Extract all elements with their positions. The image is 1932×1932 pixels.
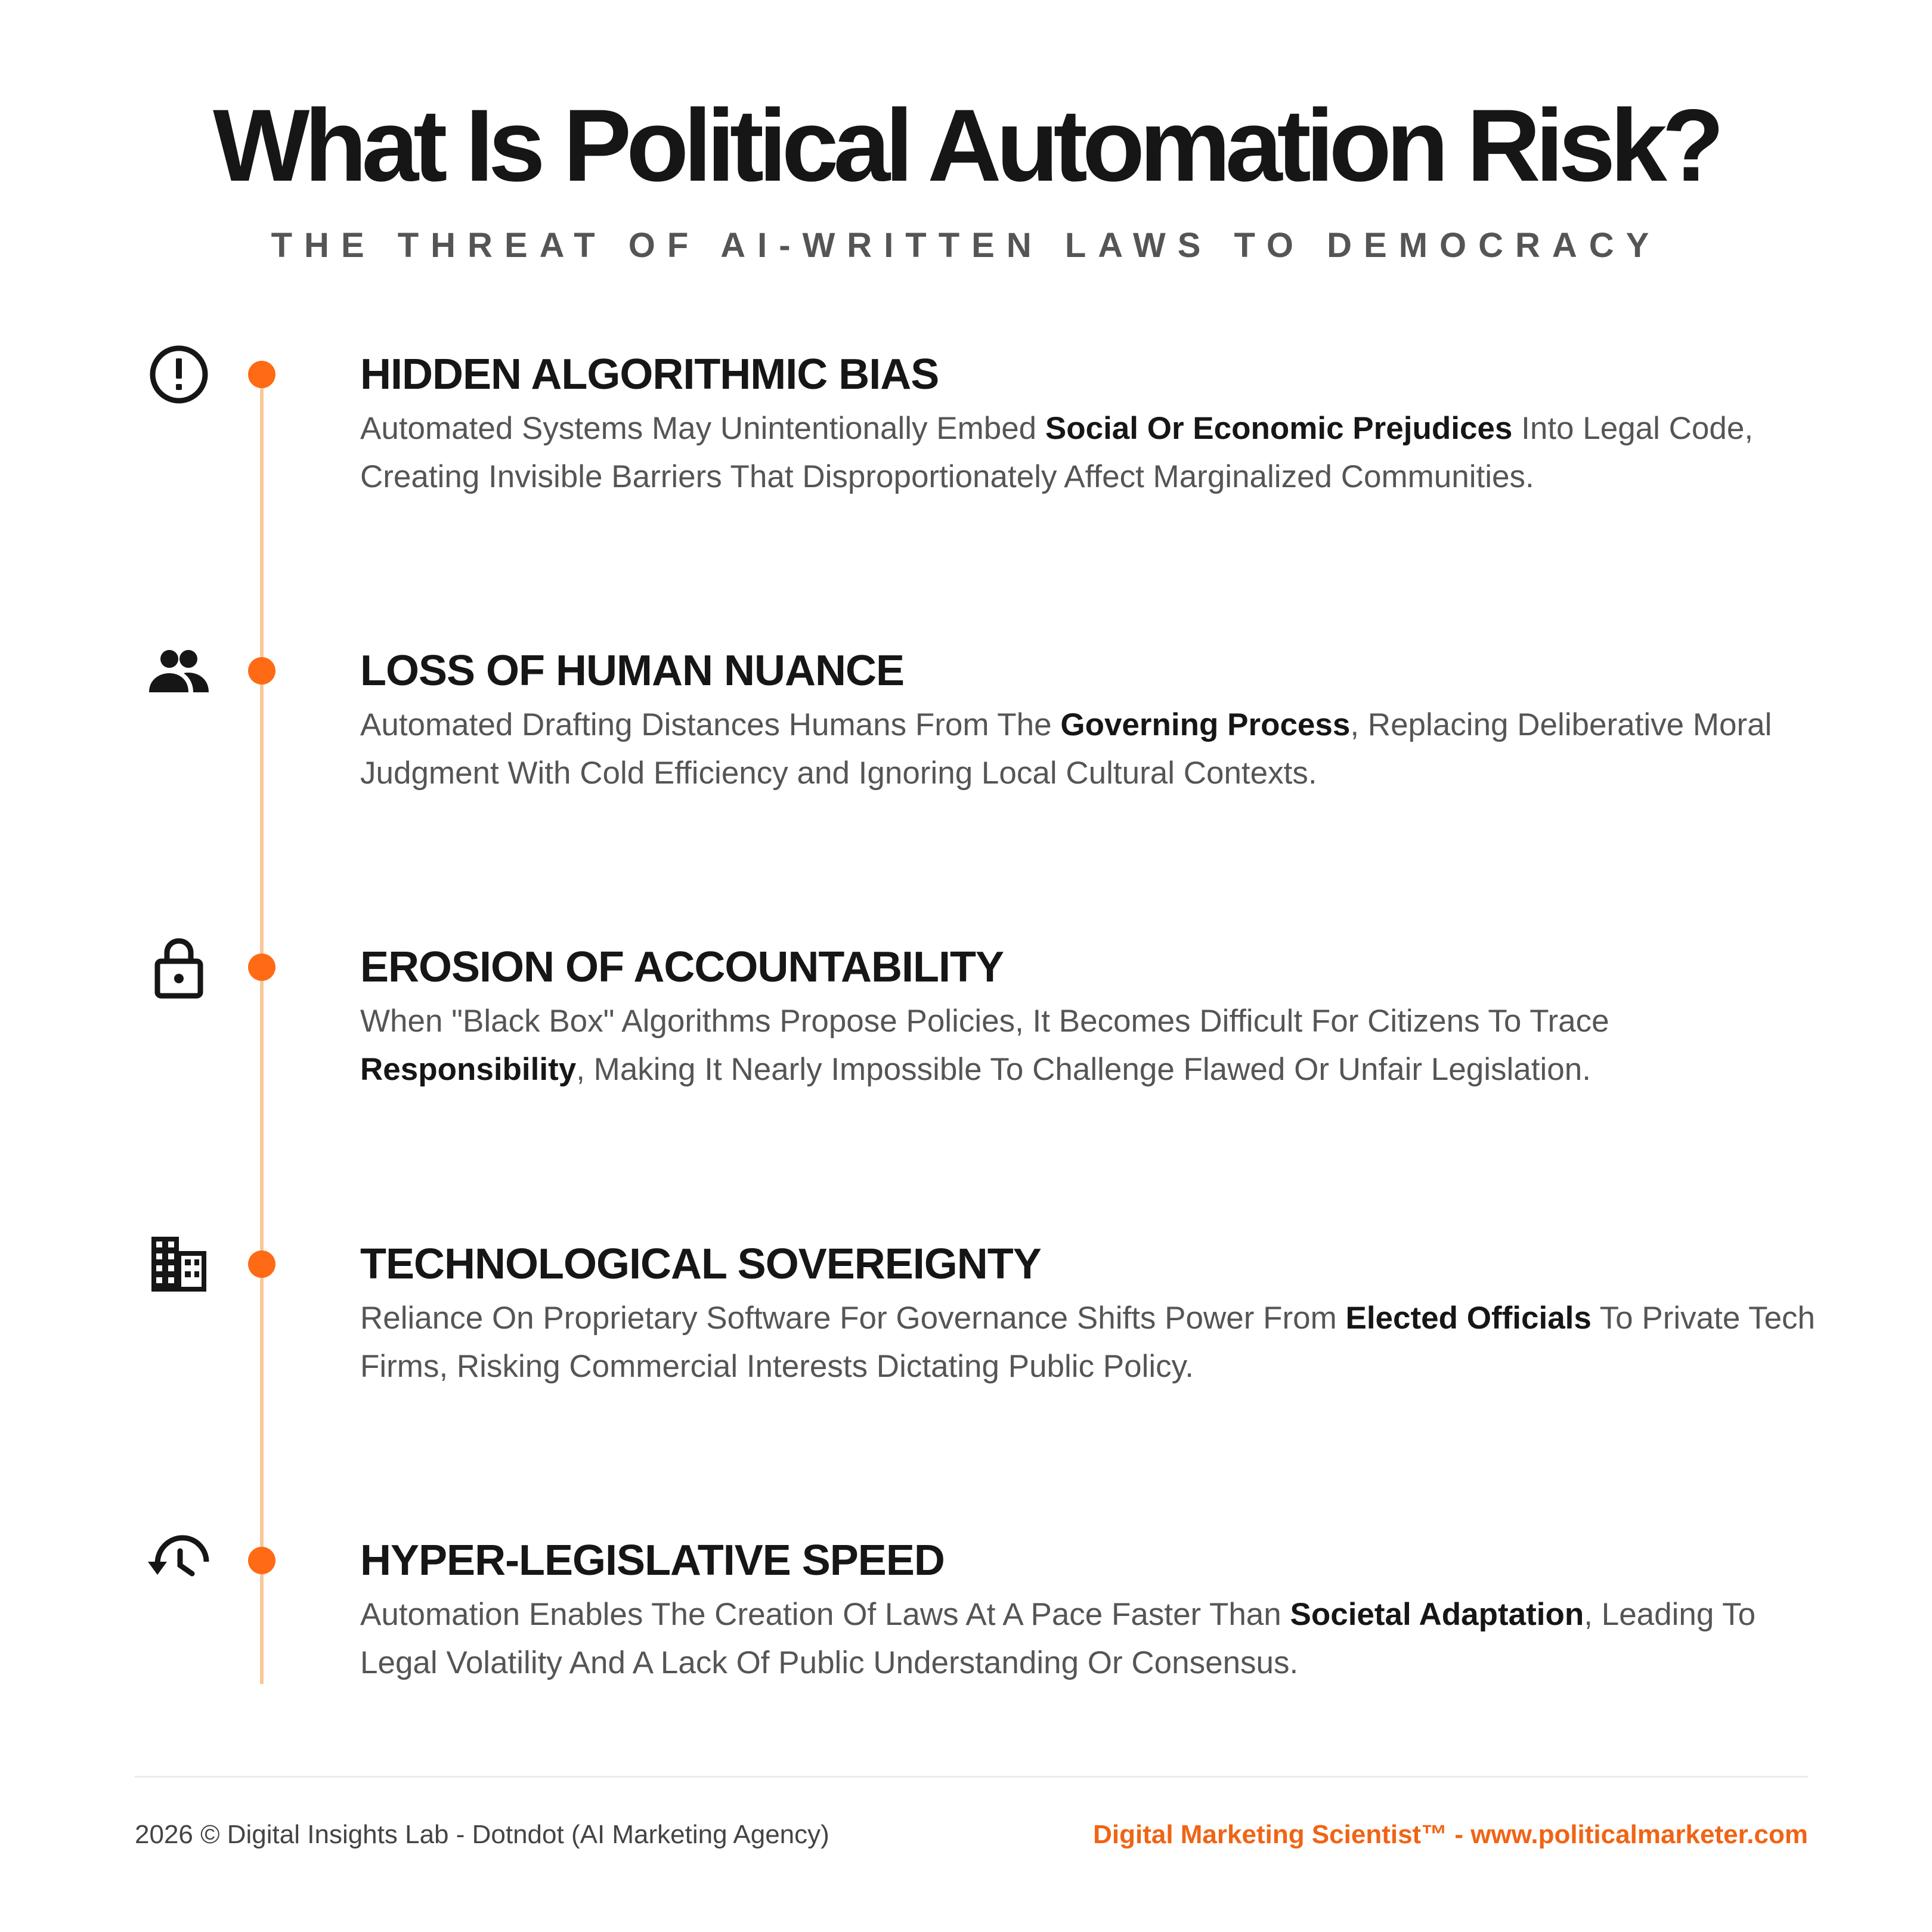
risk-item-title: LOSS OF HUMAN NUANCE — [360, 647, 904, 695]
page-title: What Is Political Automation Risk? — [213, 88, 1719, 203]
risk-item-human-nuance — [0, 641, 1932, 820]
risk-item-title: HYPER-LEGISLATIVE SPEED — [360, 1537, 945, 1584]
emphasis-text: Governing Process — [1060, 707, 1351, 742]
emphasis-text: Societal Adaptation — [1290, 1597, 1584, 1632]
lock-icon — [143, 931, 215, 1003]
building-icon — [143, 1228, 215, 1300]
risk-item-legislative-speed — [0, 1531, 1932, 1710]
people-icon — [143, 635, 215, 707]
risk-item-sovereignty — [0, 1234, 1932, 1413]
page-subtitle: THE THREAT OF AI-WRITTEN LAWS TO DEMOCRACY — [271, 226, 1661, 265]
footer-divider — [135, 1776, 1808, 1778]
timeline-dot — [248, 657, 275, 685]
risk-item-hidden-bias — [0, 345, 1932, 524]
risk-item-description: Reliance On Proprietary Software For Governance Shifts Power From Elected Officials To Private Tech Firms, Risking Commercial Interests Dictating Public Policy. — [360, 1301, 1816, 1384]
risk-item-description: Automation Enables The Creation Of Laws At A Pace Faster Than Societal Adaptation, Leading To Legal Volatility And A Lack Of Public Understanding Or Consensus. — [360, 1597, 1756, 1680]
emphasis-text: Social Or Economic Prejudices — [1045, 411, 1513, 446]
alert-circle-icon — [143, 339, 215, 410]
timeline-dot — [248, 1250, 275, 1278]
risk-item-description: Automated Systems May Unintentionally Embed Social Or Economic Prejudices Into Legal Code, Creating Invisible Barriers That Disproportionately Affect Marginalized Communities. — [360, 411, 1754, 494]
timeline-dot — [248, 1547, 275, 1574]
risk-item-description: When "Black Box" Algorithms Propose Policies, It Becomes Difficult For Citizens To Trace Responsibility, Making It Nearly Impossible To Challenge Flawed Or Unfair Legislation. — [360, 1004, 1609, 1087]
emphasis-text: Responsibility — [360, 1052, 577, 1087]
risk-item-accountability — [0, 937, 1932, 1116]
risk-item-description: Automated Drafting Distances Humans From The Governing Process, Replacing Deliberative Moral Judgment With Cold Efficiency and Ignoring Local Cultural Contexts. — [360, 707, 1772, 791]
risk-item-title: HIDDEN ALGORITHMIC BIAS — [360, 351, 939, 398]
history-clock-icon — [143, 1525, 215, 1596]
footer-credit-link[interactable]: Digital Marketing Scientist™ - www.politicalmarketer.com — [1093, 1820, 1808, 1849]
risk-item-title: TECHNOLOGICAL SOVEREIGNTY — [360, 1240, 1041, 1288]
risk-item-title: EROSION OF ACCOUNTABILITY — [360, 943, 1004, 991]
timeline-dot — [248, 953, 275, 981]
timeline-dot — [248, 361, 275, 388]
footer-copyright: 2026 © Digital Insights Lab - Dotndot (AI Marketing Agency) — [135, 1820, 829, 1849]
emphasis-text: Elected Officials — [1345, 1301, 1592, 1336]
